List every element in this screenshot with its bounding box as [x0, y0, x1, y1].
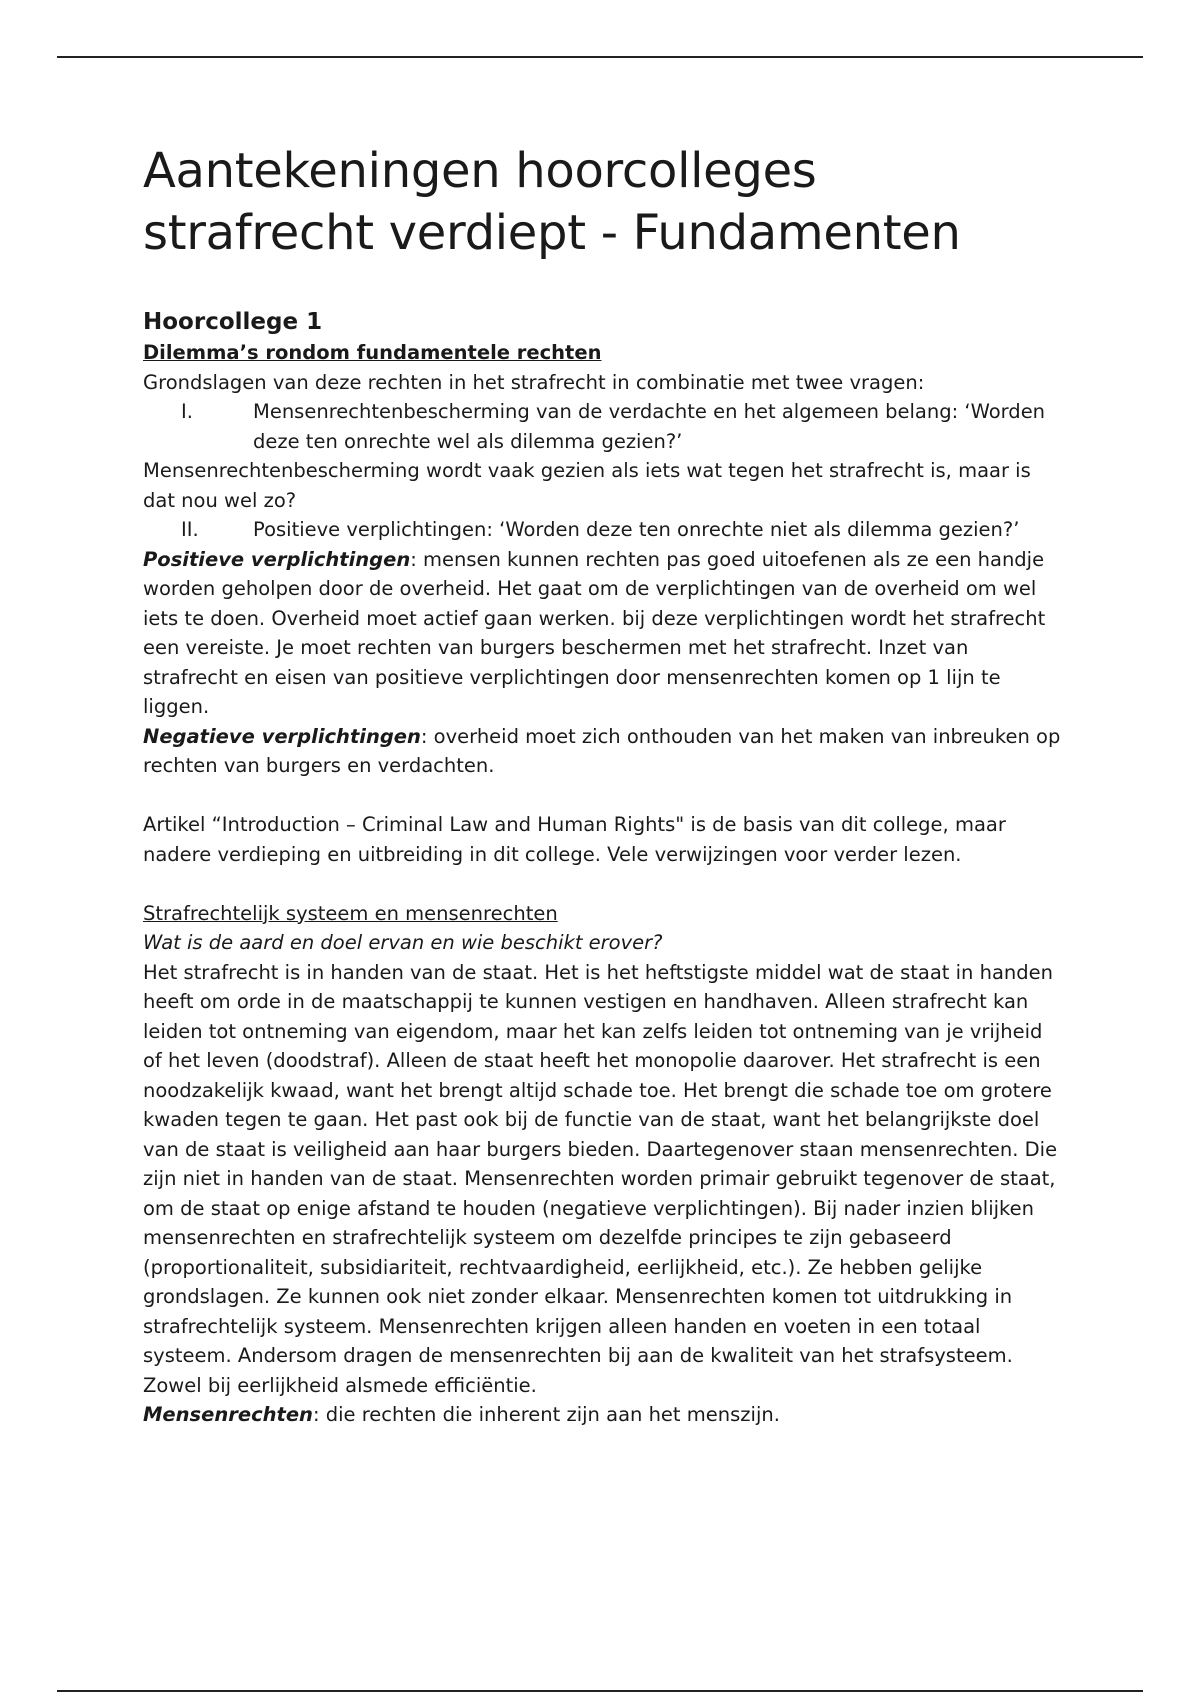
- list-item: [143, 397, 1063, 456]
- list-item-text: Positieve verplichtingen: ‘Worden deze ten onrechte niet als dilemma gezien?’: [253, 518, 1020, 541]
- definition-term: Negatieve verplichtingen: [143, 724, 421, 748]
- definition-term: Positieve verplichtingen: [143, 547, 411, 571]
- list-number: II.: [181, 518, 199, 541]
- definition-positive: [143, 545, 1063, 722]
- list-number: I.: [181, 400, 193, 423]
- title-line-1: Aantekeningen hoorcolleges: [143, 143, 817, 199]
- bottom-rule: [57, 1690, 1143, 1692]
- intro-paragraph: Grondslagen van deze rechten in het strafrecht in combinatie met twee vragen:: [143, 370, 925, 394]
- subheading-dilemmas: Dilemma’s rondom fundamentele rechten: [143, 341, 602, 364]
- title-line-2: strafrecht verdiept - Fundamenten: [143, 205, 961, 261]
- top-rule: [57, 56, 1143, 58]
- body-paragraph: Het strafrecht is in handen van de staat. Het is het heftstigste middel wat de staat in handen heeft om orde in de maatschappij te kunnen vestigen en handhaven. Alleen strafrecht kan leiden tot ontneming van eigendom, maar het kan zelfs leiden tot ontneming van je vrijheid of het leven (doodstraf). Alleen de staat heeft het monopolie daarover. Het strafrecht is een noodzakelijk kwaad, want het brengt altijd schade toe. Het brengt die schade toe om grotere kwaden tegen te gaan. Het past ook bij de functie van de staat, want het belangrijkste doel van de staat is veiligheid aan haar burgers bieden. Daartegenover staan mensenrechten. Die zijn niet in handen van de staat. Mensenrechten worden primair gebruikt tegenover de staat, om de staat op enige afstand te houden (negatieve verplichtingen). Bij nader inzien blijken mensenrechten en strafrechtelijk systeem om dezelfde principes te zijn gebaseerd (proportionaliteit, subsidiariteit, rechtvaardigheid, eerlijkheid, etc.). Ze hebben gelijke grondslagen. Ze kunnen ook niet zonder elkaar. Mensenrechten komen tot uitdrukking in strafrechtelijk systeem. Mensenrechten krijgen alleen handen en voeten in een totaal systeem. Andersom dragen de mensenrechten bij aan de kwaliteit van het strafsysteem. Zowel bij eerlijkheid alsmede efficiëntie.: [143, 960, 1058, 1397]
- spacer: [143, 869, 1063, 899]
- list-item: [143, 515, 1063, 545]
- list-item-text: Mensenrechtenbescherming van de verdachte en het algemeen belang: ‘Worden deze ten onrechte wel als dilemma gezien?’: [253, 400, 1046, 453]
- definition-negative: [143, 722, 1063, 781]
- document-title: [143, 140, 1063, 264]
- definition-term: Mensenrechten: [143, 1403, 313, 1426]
- section-heading: Hoorcollege 1: [143, 309, 323, 335]
- definition-human-rights: [143, 1400, 1063, 1430]
- article-paragraph: Artikel “Introduction – Criminal Law and Human Rights" is de basis van dit college, maar nadere verdieping en uitbreiding in dit college. Vele verwijzingen voor verder lezen.: [143, 813, 1006, 866]
- notes-text: [143, 306, 1063, 1430]
- subheading-system: Strafrechtelijk systeem en mensenrechten: [143, 901, 558, 925]
- spacer: [143, 781, 1063, 811]
- definition-text: : overheid moet zich onthouden van het maken van inbreuken op rechten van burgers en verdachten.: [143, 724, 1061, 777]
- question-line: Wat is de aard en doel ervan en wie beschikt erover?: [143, 931, 663, 954]
- definition-text: : mensen kunnen rechten pas goed uitoefenen als ze een handje worden geholpen door de overheid. Het gaat om de verplichtingen van de overheid om wel iets te doen. Overheid moet actief gaan werken. bij deze verplichtingen wordt het strafrecht een vereiste. Je moet rechten van burgers beschermen met het strafrecht. Inzet van strafrecht en eisen van positieve verplichtingen door mensenrechten komen op 1 lijn te liggen.: [143, 547, 1046, 718]
- paragraph: Mensenrechtenbescherming wordt vaak gezien als iets wat tegen het strafrecht is, maar is dat nou wel zo?: [143, 459, 1031, 512]
- document-body: [143, 140, 1063, 1430]
- definition-text: : die rechten die inherent zijn aan het menszijn.: [312, 1403, 780, 1426]
